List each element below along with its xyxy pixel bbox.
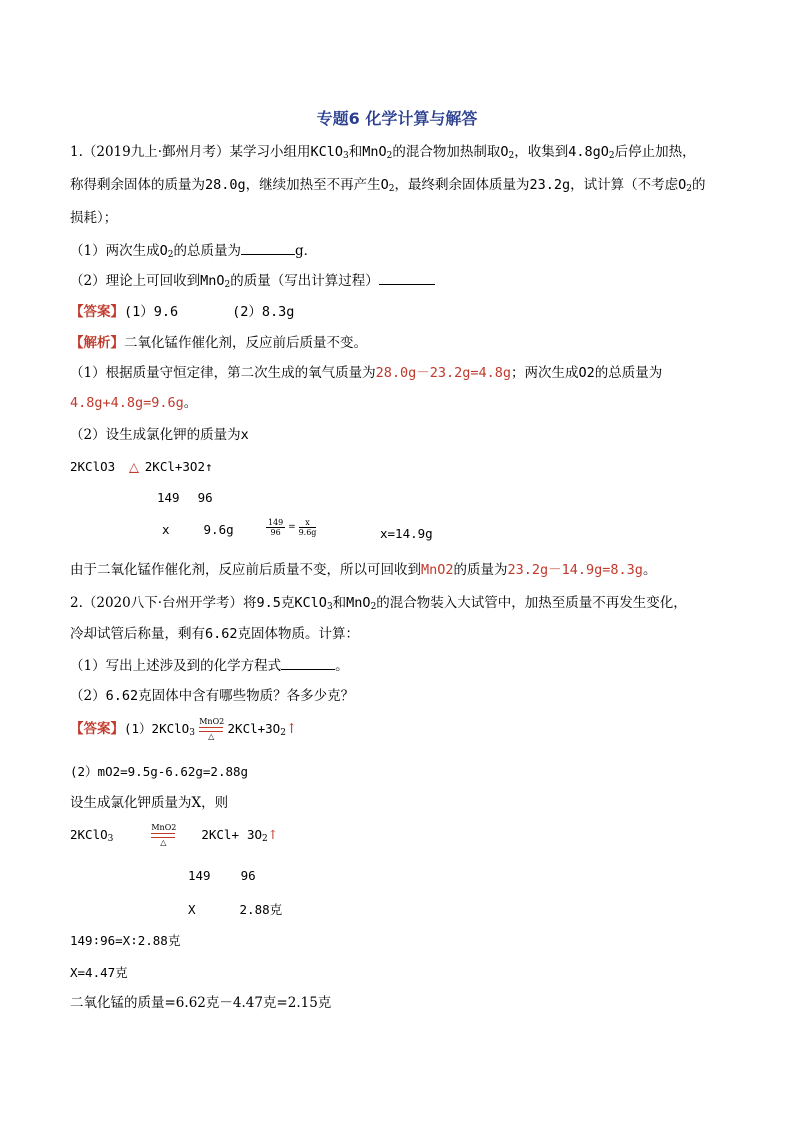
- q2-set-x: 设生成氯化钾质量为X，则: [70, 795, 229, 811]
- gas-arrow: ↑: [285, 721, 298, 737]
- analysis-tag: 【解析】: [70, 335, 124, 351]
- q1-proportion: $\frac{149}{96}$ = $\frac{x}{9.6g}$: [268, 518, 317, 537]
- q2-answer-1: 【答案】(1）2KClO$_3$ MnO2 △ $2KCl+3O_2↑$: [70, 717, 298, 741]
- q1-stem-line1: 1.（2019九上·鄞州月考）某学习小组用KClO$_3$和MnO$_2$的混合物加热制取$O_2$，收集到$4.8gO_2$后停止加热，: [70, 144, 696, 161]
- heat-symbol: △: [129, 459, 139, 474]
- q2-ratio-row1: 149 96: [188, 868, 256, 883]
- q2-equation: 2KClO$_3$ MnO2 △ $2KCl+ 3O_2↑$: [70, 823, 279, 847]
- q1-ratio-row2: x 9.6g: [162, 522, 234, 537]
- q2-stem-line1: 2.（2020八下·台州开学考）将9.5克KClO$_3$和MnO$_2$的混合物装入大试管中，加热至质量不再发生变化，: [70, 595, 687, 612]
- reaction-condition: MnO2 △: [151, 823, 177, 847]
- q2-subquestion-2: （2）6.62克固体中含有哪些物质？各多少克？: [70, 688, 355, 704]
- q1-analysis-1-line2: 4.8g+4.8g=9.6g。: [70, 395, 198, 411]
- page-title: 专题6 化学计算与解答: [316, 109, 478, 128]
- q2-mno2-mass: 二氧化锰的质量=6.62克－4.47克=2.15克: [70, 995, 332, 1011]
- q1-answer: 【答案】(1）9.6 (2）8.3g: [70, 304, 295, 320]
- fraction: $\frac{x}{9.6g}$: [298, 518, 317, 537]
- q2-x-result: X=4.47克: [70, 965, 128, 980]
- q1-stem-line3: 损耗）；: [70, 210, 118, 226]
- answer-blank[interactable]: [281, 657, 335, 670]
- answer-tag: 【答案】: [70, 304, 124, 320]
- q2-ratio-row2: X 2.88克: [188, 902, 283, 917]
- answer-blank[interactable]: [379, 272, 435, 285]
- q2-ratio: 149∶96=X∶2.88克: [70, 933, 181, 948]
- fraction: $\frac{149}{96}$: [268, 518, 284, 537]
- reaction-condition: MnO2 △: [199, 717, 225, 741]
- q1-subquestion-1: （1）两次生成$O_2$的总质量为 g．: [70, 243, 318, 260]
- q1-conclusion: 由于二氧化锰作催化剂，反应前后质量不变，所以可回收到MnO2的质量为23.2g－14.9g=8.3g。: [70, 562, 657, 578]
- q1-analysis-2: （2）设生成氯化钾的质量为x: [70, 427, 249, 443]
- q1-ratio-row1: 149 96: [157, 490, 213, 505]
- q1-analysis: 【解析】二氧化锰作催化剂，反应前后质量不变。: [70, 335, 367, 351]
- q2-subquestion-1: （1）写出上述涉及到的化学方程式 。: [70, 658, 349, 674]
- q2-stem-line2: 冷却试管后称量，剩有6.62克固体物质。计算：: [70, 626, 360, 642]
- q1-equation: 2KClO3 △ 2KCl+3O2↑: [70, 459, 213, 474]
- gas-arrow: ↑: [267, 827, 279, 842]
- q1-x-result: x=14.9g: [380, 526, 433, 541]
- q1-subquestion-2: （2）理论上可回收到MnO$_2$的质量（写出计算过程）: [70, 272, 435, 290]
- q1-analysis-1-line1: （1）根据质量守恒定律，第二次生成的氧气质量为28.0g－23.2g=4.8g；两次生成O2的总质量为: [70, 365, 663, 381]
- answer-tag: 【答案】: [70, 721, 124, 737]
- answer-blank[interactable]: [241, 242, 295, 255]
- q2-answer-2: (2）mO2=9.5g-6.62g=2.88g: [70, 764, 249, 779]
- q1-stem-line2: 称得剩余固体的质量为28.0g，继续加热至不再产生$O_2$，最终剩余固体质量为23.2g，试计算（不考虑$O_2$的: [70, 177, 706, 194]
